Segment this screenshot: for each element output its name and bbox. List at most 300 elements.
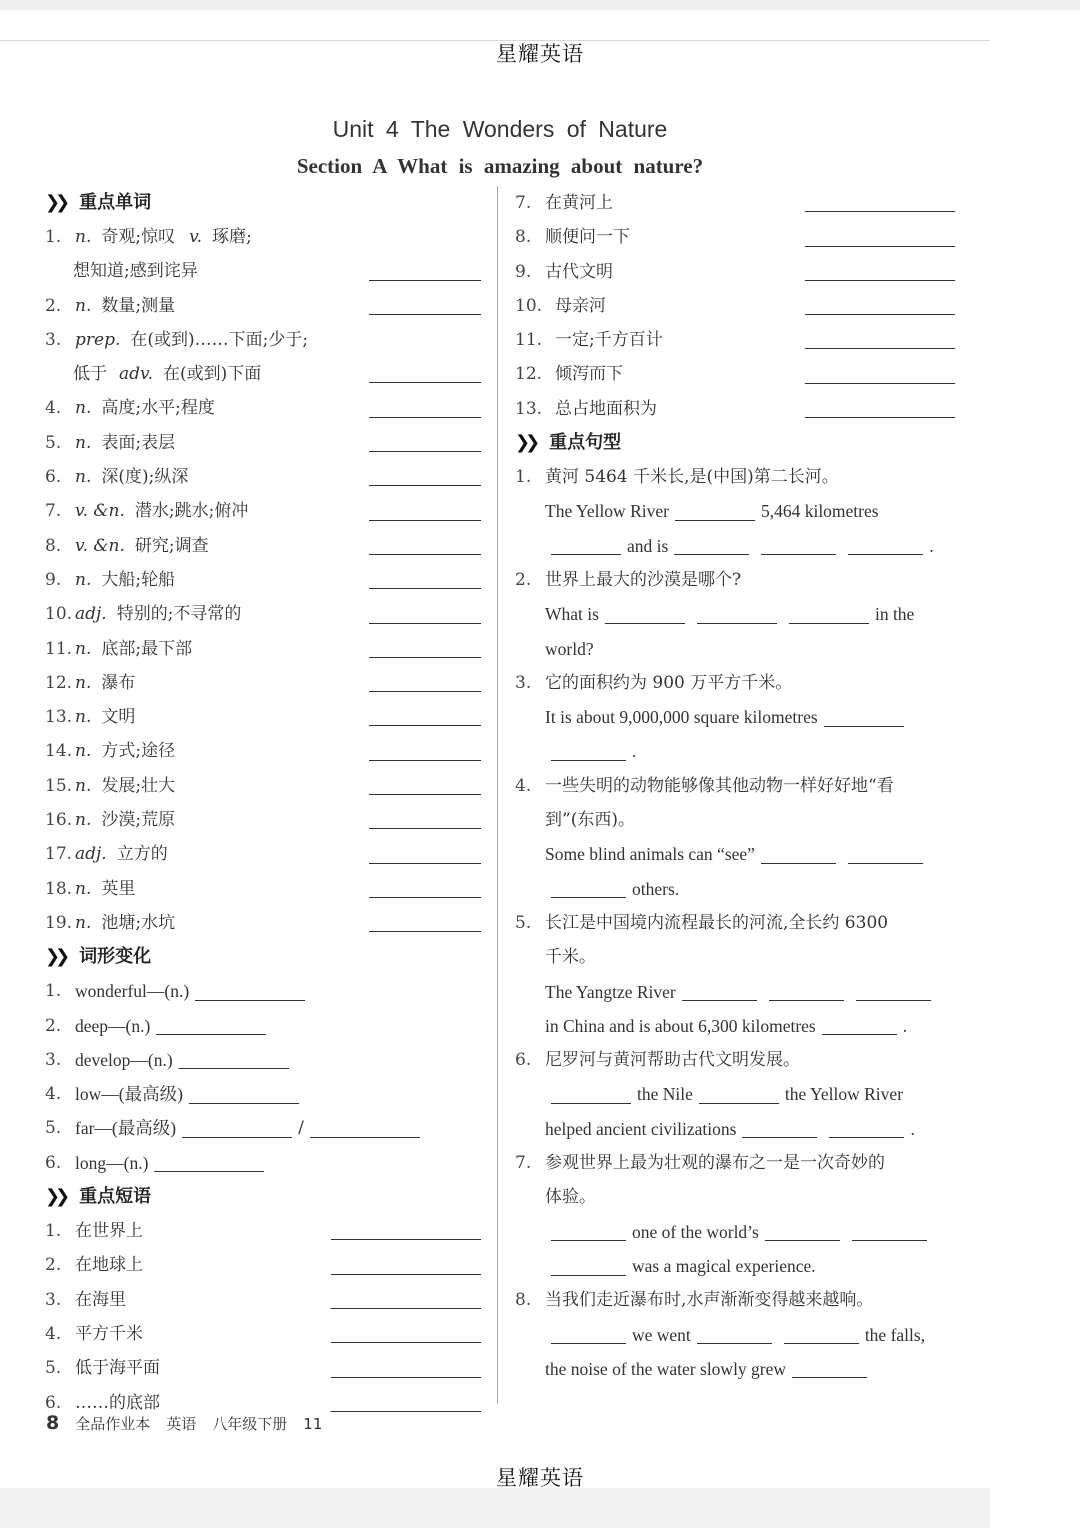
- phrase-meaning: 在地球上: [75, 1255, 143, 1276]
- item-number: 4.: [45, 1084, 62, 1105]
- item-number: 9.: [515, 261, 532, 282]
- phrase-item: [45, 1351, 481, 1385]
- sentence-text: in the: [874, 604, 915, 625]
- sentence-english: [515, 837, 955, 871]
- answer-blank[interactable]: [856, 1000, 931, 1001]
- answer-blank[interactable]: [551, 1103, 631, 1104]
- answer-blank[interactable]: [848, 863, 923, 864]
- item-number: 4.: [45, 398, 62, 419]
- vocab-item: [45, 700, 481, 734]
- answer-blank[interactable]: [331, 1411, 481, 1412]
- vocab-item: [45, 494, 481, 528]
- answer-blank[interactable]: [551, 554, 621, 555]
- sentence-english-continued: [515, 1352, 955, 1386]
- sentence-english: [515, 1077, 955, 1111]
- answer-blank[interactable]: [310, 1137, 420, 1138]
- wordform-item: [45, 1043, 481, 1077]
- phrase-item: [45, 1214, 481, 1248]
- sentence-english-continued: [515, 632, 955, 666]
- answer-blank[interactable]: [824, 726, 904, 727]
- wordform-item: [45, 1111, 481, 1145]
- subject: 英语: [166, 1415, 197, 1433]
- item-number: 11.: [45, 638, 73, 659]
- phrase-meaning: ……的底部: [75, 1392, 160, 1413]
- answer-blank[interactable]: [369, 382, 481, 383]
- section-title: Section A What is amazing about nature?: [296, 154, 704, 178]
- item-number: 13.: [45, 707, 73, 728]
- sentence-chinese: [515, 563, 955, 597]
- answer-blank[interactable]: [369, 863, 481, 864]
- part-of-speech: n.: [75, 672, 92, 693]
- item-number: 2.: [515, 569, 532, 590]
- part-of-speech: n.: [75, 741, 92, 762]
- vocab-item: [45, 529, 481, 563]
- sentence-chinese-text: 一些失明的动物能够像其他动物一样好好地“看: [545, 775, 894, 796]
- item-meaning: 表面;表层: [101, 432, 176, 453]
- part-of-speech: n.: [75, 912, 92, 933]
- vocab-item: [45, 734, 481, 768]
- wordform-prompt: far—(最高级): [75, 1118, 177, 1139]
- sentence-chinese-text: 长江是中国境内流程最长的河流,全长约 6300: [545, 912, 889, 933]
- page-footer: [46, 1412, 338, 1434]
- answer-blank[interactable]: [682, 1000, 757, 1001]
- answer-blank[interactable]: [369, 828, 481, 829]
- item-number: 8.: [45, 535, 62, 556]
- wordform-item: [45, 1009, 481, 1043]
- wordform-item: [45, 974, 481, 1008]
- answer-blank[interactable]: [369, 794, 481, 795]
- answer-blank[interactable]: [822, 1034, 897, 1035]
- answer-blank[interactable]: [551, 1275, 626, 1276]
- item-number: 12.: [515, 364, 543, 385]
- phrase-meaning: 母亲河: [555, 295, 606, 316]
- phrase-item: [515, 186, 955, 220]
- answer-blank[interactable]: [805, 280, 955, 281]
- item-meaning: 池塘;水坑: [101, 912, 176, 933]
- item-meaning: 高度;水平;程度: [101, 398, 215, 419]
- answer-blank[interactable]: [331, 1239, 481, 1240]
- answer-blank[interactable]: [805, 211, 955, 212]
- vocab-item: [45, 563, 481, 597]
- vocab-item: [45, 666, 481, 700]
- column-divider: [497, 186, 498, 1404]
- sentence-english-continued: [515, 1009, 955, 1043]
- wordform-item: [45, 1077, 481, 1111]
- item-number: 7.: [45, 501, 62, 522]
- sentence-chinese: [515, 769, 955, 803]
- answer-blank[interactable]: [699, 1103, 779, 1104]
- vocab-item: [45, 220, 481, 254]
- phrase-item: [45, 1317, 481, 1351]
- sentence-english-continued: [515, 529, 955, 563]
- part-of-speech: n.: [75, 467, 92, 488]
- sentence-text: one of the world’s: [632, 1221, 759, 1242]
- vocab-item: [45, 632, 481, 666]
- answer-blank[interactable]: [765, 1240, 840, 1241]
- phrase-item: [515, 289, 955, 323]
- vocab-heading: [45, 186, 481, 220]
- answer-blank[interactable]: [829, 1137, 904, 1138]
- item-number: 17.: [45, 844, 73, 865]
- answer-blank[interactable]: [852, 1240, 927, 1241]
- answer-blank[interactable]: [331, 1308, 481, 1309]
- phrase-meaning: 古代文明: [545, 261, 613, 282]
- sentence-text: the Yellow River: [784, 1084, 904, 1105]
- vocab-item-continued: [45, 357, 481, 391]
- item-meaning: 大船;轮船: [101, 569, 176, 590]
- item-number: 1.: [45, 981, 62, 1002]
- vocab-item-continued: [45, 254, 481, 288]
- phrases-heading-label: 重点短语: [79, 1186, 152, 1208]
- answer-blank[interactable]: [792, 1377, 867, 1378]
- item-number: 19.: [45, 912, 73, 933]
- part-of-speech: v. &n.: [75, 501, 125, 522]
- phrase-item: [515, 220, 955, 254]
- item-number: 4.: [515, 775, 532, 796]
- sentence-text: What is: [545, 604, 599, 625]
- sentence-english: [515, 1318, 955, 1352]
- part-of-speech: n.: [75, 295, 92, 316]
- part-of-speech: adv.: [119, 364, 154, 385]
- wordform-prompt: deep—(n.): [75, 1015, 151, 1036]
- sentence-chinese-text: 到”(东西)。: [545, 810, 635, 831]
- item-meaning: 潜水;跳水;俯冲: [134, 501, 249, 522]
- double-chevron-icon: ❯❯: [515, 432, 536, 454]
- answer-blank[interactable]: [769, 1000, 844, 1001]
- sentence-english: [515, 700, 955, 734]
- phrase-meaning: 平方千米: [75, 1323, 143, 1344]
- part-of-speech: prep.: [75, 329, 121, 350]
- item-number: 10.: [515, 295, 543, 316]
- sentence-text: Some blind animals can “see”: [545, 844, 755, 865]
- part-of-speech: adj.: [75, 844, 107, 865]
- item-meaning: 深(度);纵深: [101, 467, 189, 488]
- item-number: 18.: [45, 878, 73, 899]
- wordform-prompt: low—(最高级): [75, 1084, 183, 1105]
- answer-blank[interactable]: [848, 554, 923, 555]
- left-column: [45, 186, 481, 1420]
- answer-blank[interactable]: [805, 314, 955, 315]
- vocab-item: [45, 803, 481, 837]
- answer-blank[interactable]: [331, 1274, 481, 1275]
- answer-blank[interactable]: [805, 383, 955, 384]
- sentence-chinese: [515, 906, 955, 940]
- sentence-text: the noise of the water slowly grew: [545, 1358, 787, 1379]
- answer-blank[interactable]: [369, 451, 481, 452]
- sentence-english-continued: [515, 872, 955, 906]
- wordform-prompt: long—(n.): [75, 1152, 149, 1173]
- answer-blank[interactable]: [179, 1068, 289, 1069]
- answer-blank[interactable]: [154, 1171, 264, 1172]
- answer-blank[interactable]: [805, 246, 955, 247]
- punctuation: .: [910, 1118, 915, 1139]
- sentence-chinese-text: 黄河 5464 千米长,是(中国)第二长河。: [545, 467, 839, 488]
- item-meaning: 研究;调查: [134, 535, 209, 556]
- item-number: 3.: [45, 329, 62, 350]
- answer-blank[interactable]: [156, 1034, 266, 1035]
- answer-blank[interactable]: [761, 554, 836, 555]
- item-number: 9.: [45, 569, 62, 590]
- sentence-english-continued: [515, 1112, 955, 1146]
- sentence-english: [515, 597, 955, 631]
- part-of-speech: n.: [75, 569, 92, 590]
- answer-blank[interactable]: [195, 1000, 305, 1001]
- sentences-heading: [515, 426, 955, 460]
- item-number: 1.: [515, 467, 532, 488]
- answer-blank[interactable]: [551, 760, 626, 761]
- item-meaning: 沙漠;荒原: [101, 810, 176, 831]
- sentence-english: [515, 975, 955, 1009]
- answer-blank[interactable]: [369, 931, 481, 932]
- item-number: 8.: [515, 1290, 532, 1311]
- answer-blank[interactable]: [369, 314, 481, 315]
- item-meaning: 英里: [101, 878, 136, 899]
- vocab-item: [45, 872, 481, 906]
- answer-blank[interactable]: [189, 1103, 299, 1104]
- item-meaning: 数量;测量: [101, 295, 176, 316]
- answer-blank[interactable]: [789, 623, 869, 624]
- sentence-chinese-text: 尼罗河与黄河帮助古代文明发展。: [545, 1050, 800, 1071]
- item-meaning: 发展;壮大: [101, 775, 176, 796]
- item-number: 8.: [515, 227, 532, 248]
- item-number: 5.: [45, 432, 62, 453]
- part-of-speech: n.: [75, 638, 92, 659]
- item-number: 5.: [515, 912, 532, 933]
- sentence-text: 5,464 kilometres: [760, 501, 879, 522]
- vocab-item: [45, 597, 481, 631]
- item-number: 2.: [45, 1015, 62, 1036]
- watermark-bottom: 星耀英语: [496, 1466, 584, 1490]
- answer-blank[interactable]: [675, 520, 755, 521]
- vocab-item: [45, 460, 481, 494]
- bottom-edge: [0, 1488, 990, 1528]
- vocab-item: [45, 323, 481, 357]
- phrase-item: [515, 357, 955, 391]
- sentence-chinese-continued: [515, 803, 955, 837]
- sentence-text: The Yellow River: [545, 501, 669, 522]
- item-number: 5.: [45, 1118, 62, 1139]
- sentence-text: It is about 9,000,000 square kilometres: [545, 707, 818, 728]
- sentence-chinese: [515, 666, 955, 700]
- item-number: 11.: [515, 330, 543, 351]
- vocab-item: [45, 837, 481, 871]
- vocab-heading-label: 重点单词: [79, 192, 152, 213]
- phrase-meaning: 总占地面积为: [555, 398, 657, 419]
- phrase-meaning: 顺便问一下: [545, 227, 630, 248]
- wordform-item: [45, 1146, 481, 1180]
- vocab-item: [45, 426, 481, 460]
- punctuation: .: [902, 1015, 908, 1036]
- answer-blank[interactable]: [761, 863, 836, 864]
- sentence-chinese-text: 参观世界上最为壮观的瀑布之一是一次奇妙的: [545, 1153, 885, 1174]
- phrase-item: [45, 1248, 481, 1282]
- sentence-text: was a magical experience.: [632, 1255, 816, 1276]
- sentence-chinese-text: 千米。: [545, 947, 596, 968]
- answer-blank[interactable]: [805, 417, 955, 418]
- answer-blank[interactable]: [697, 1343, 772, 1344]
- sentence-chinese: [515, 1283, 955, 1317]
- item-number: 7.: [515, 1153, 532, 1174]
- item-meaning: 在(或到)下面: [163, 364, 262, 385]
- answer-blank[interactable]: [331, 1342, 481, 1343]
- phrase-item: [515, 392, 955, 426]
- sentence-english: [515, 1215, 955, 1249]
- part-of-speech: adj.: [75, 604, 107, 625]
- sentence-text: world?: [545, 638, 594, 659]
- sentence-text: The Yangtze River: [545, 981, 676, 1002]
- answer-blank[interactable]: [369, 760, 481, 761]
- item-meaning: 瀑布: [101, 672, 136, 693]
- sentence-chinese: [515, 1043, 955, 1077]
- sentence-chinese-text: 当我们走近瀑布时,水声渐渐变得越来越响。: [545, 1290, 874, 1311]
- part-of-speech: n.: [75, 398, 92, 419]
- answer-blank[interactable]: [784, 1343, 859, 1344]
- footer-code: 11: [303, 1415, 323, 1433]
- item-meaning: 立方的: [116, 844, 168, 865]
- unit-title: Unit 4 The Wonders of Nature: [332, 116, 668, 142]
- sentence-chinese-text: 它的面积约为 900 万平方千米。: [545, 672, 793, 693]
- phrases-heading: [45, 1180, 481, 1214]
- item-number: 5.: [45, 1358, 62, 1379]
- sentence-text: in China and is about 6,300 kilometres: [545, 1015, 816, 1036]
- phrase-item: [515, 323, 955, 357]
- wordforms-heading: [45, 940, 481, 974]
- item-number: 1.: [45, 1221, 62, 1242]
- sentence-chinese-text: 世界上最大的沙漠是哪个?: [545, 569, 742, 590]
- part-of-speech: n.: [75, 878, 92, 899]
- answer-blank[interactable]: [674, 554, 749, 555]
- item-number: 7.: [515, 193, 532, 213]
- answer-blank[interactable]: [697, 623, 777, 624]
- answer-blank[interactable]: [369, 417, 481, 418]
- item-number: 6.: [45, 1392, 62, 1413]
- item-number: 12.: [45, 672, 73, 693]
- vocab-item: [45, 906, 481, 940]
- item-number: 6.: [45, 1152, 62, 1173]
- part-of-speech: v. &n.: [75, 535, 125, 556]
- phrase-meaning: 在海里: [75, 1289, 126, 1310]
- vocab-list: [45, 220, 481, 940]
- item-meaning: 方式;途径: [101, 741, 176, 762]
- answer-blank[interactable]: [551, 1240, 626, 1241]
- answer-blank[interactable]: [369, 520, 481, 521]
- item-number: 6.: [515, 1050, 532, 1071]
- part-of-speech: n.: [75, 432, 92, 453]
- sentence-english: [515, 494, 955, 528]
- part-of-speech: n.: [75, 227, 92, 247]
- phrase-meaning: 在世界上: [75, 1221, 143, 1242]
- answer-blank[interactable]: [331, 1377, 481, 1378]
- wordform-prompt: develop—(n.): [75, 1049, 173, 1070]
- sentence-english-continued: [515, 1249, 955, 1283]
- item-number: 16.: [45, 810, 73, 831]
- answer-blank[interactable]: [551, 1343, 626, 1344]
- phrase-meaning: 一定;千方百计: [555, 330, 663, 351]
- answer-blank[interactable]: [805, 348, 955, 349]
- phrase-meaning: 倾泻而下: [555, 364, 623, 385]
- grade: 八年级下册: [212, 1415, 288, 1433]
- sentence-text: the Nile: [637, 1084, 693, 1105]
- item-meaning: 奇观;惊叹: [101, 227, 176, 247]
- item-number: 15.: [45, 775, 73, 796]
- item-number: 14.: [45, 741, 73, 762]
- double-chevron-icon: ❯❯: [45, 192, 66, 213]
- sentence-text: and is: [627, 535, 669, 556]
- wordforms-list: [45, 974, 481, 1180]
- answer-blank[interactable]: [369, 554, 481, 555]
- sentence-text: we went: [632, 1324, 691, 1345]
- item-number: 13.: [515, 398, 543, 419]
- item-number: 2.: [45, 1255, 62, 1276]
- right-column: [515, 186, 955, 1386]
- sentence-text: the falls,: [864, 1324, 926, 1345]
- part-of-speech: n.: [75, 775, 92, 796]
- item-meaning: 文明: [101, 707, 136, 728]
- sentence-chinese: [515, 460, 955, 494]
- answer-blank[interactable]: [369, 897, 481, 898]
- item-meaning: 低于: [73, 364, 107, 385]
- item-number: 3.: [45, 1289, 62, 1310]
- answer-blank[interactable]: [369, 485, 481, 486]
- double-chevron-icon: ❯❯: [45, 1186, 66, 1208]
- answer-blank[interactable]: [742, 1137, 817, 1138]
- sentence-chinese-continued: [515, 940, 955, 974]
- answer-blank[interactable]: [605, 623, 685, 624]
- item-number: 2.: [45, 295, 62, 316]
- phrases-list-right: [515, 186, 955, 426]
- double-chevron-icon: ❯❯: [45, 946, 66, 968]
- wordform-prompt: wonderful—(n.): [75, 981, 190, 1002]
- phrase-meaning: 低于海平面: [75, 1358, 160, 1379]
- vocab-item: [45, 391, 481, 425]
- item-meaning: 特别的;不寻常的: [116, 604, 242, 625]
- item-number: 3.: [45, 1049, 62, 1070]
- answer-blank[interactable]: [369, 691, 481, 692]
- sentence-text: helped ancient civilizations: [545, 1118, 737, 1139]
- answer-blank[interactable]: [369, 588, 481, 589]
- vocab-item: [45, 769, 481, 803]
- separator-slash: /: [298, 1118, 304, 1139]
- item-number: 3.: [515, 672, 532, 693]
- item-meaning: 在(或到)……下面;少于;: [130, 329, 309, 350]
- item-meaning: 想知道;感到诧异: [73, 261, 198, 282]
- answer-blank[interactable]: [369, 623, 481, 624]
- punctuation: .: [929, 535, 934, 556]
- sentence-chinese-text: 体验。: [545, 1187, 596, 1208]
- answer-blank[interactable]: [369, 657, 481, 658]
- answer-blank[interactable]: [551, 897, 626, 898]
- part-of-speech: v.: [189, 227, 203, 247]
- page-number: 8: [46, 1412, 60, 1434]
- sentence-text: others.: [632, 878, 680, 899]
- item-meaning: 底部;最下部: [101, 638, 193, 659]
- answer-blank[interactable]: [182, 1137, 292, 1138]
- phrase-meaning: 在黄河上: [545, 193, 613, 213]
- top-edge: [0, 0, 1080, 10]
- answer-blank[interactable]: [369, 725, 481, 726]
- sentences-heading-label: 重点句型: [549, 432, 622, 454]
- punctuation: .: [632, 741, 637, 762]
- part-of-speech: n.: [75, 810, 92, 831]
- vocab-item: [45, 289, 481, 323]
- item-meaning: 琢磨;: [212, 227, 252, 247]
- answer-blank[interactable]: [369, 280, 481, 281]
- part-of-speech: n.: [75, 707, 92, 728]
- sentence-chinese: [515, 1146, 955, 1180]
- sentence-chinese-continued: [515, 1180, 955, 1214]
- phrase-item: [515, 255, 955, 289]
- phrase-item: [45, 1283, 481, 1317]
